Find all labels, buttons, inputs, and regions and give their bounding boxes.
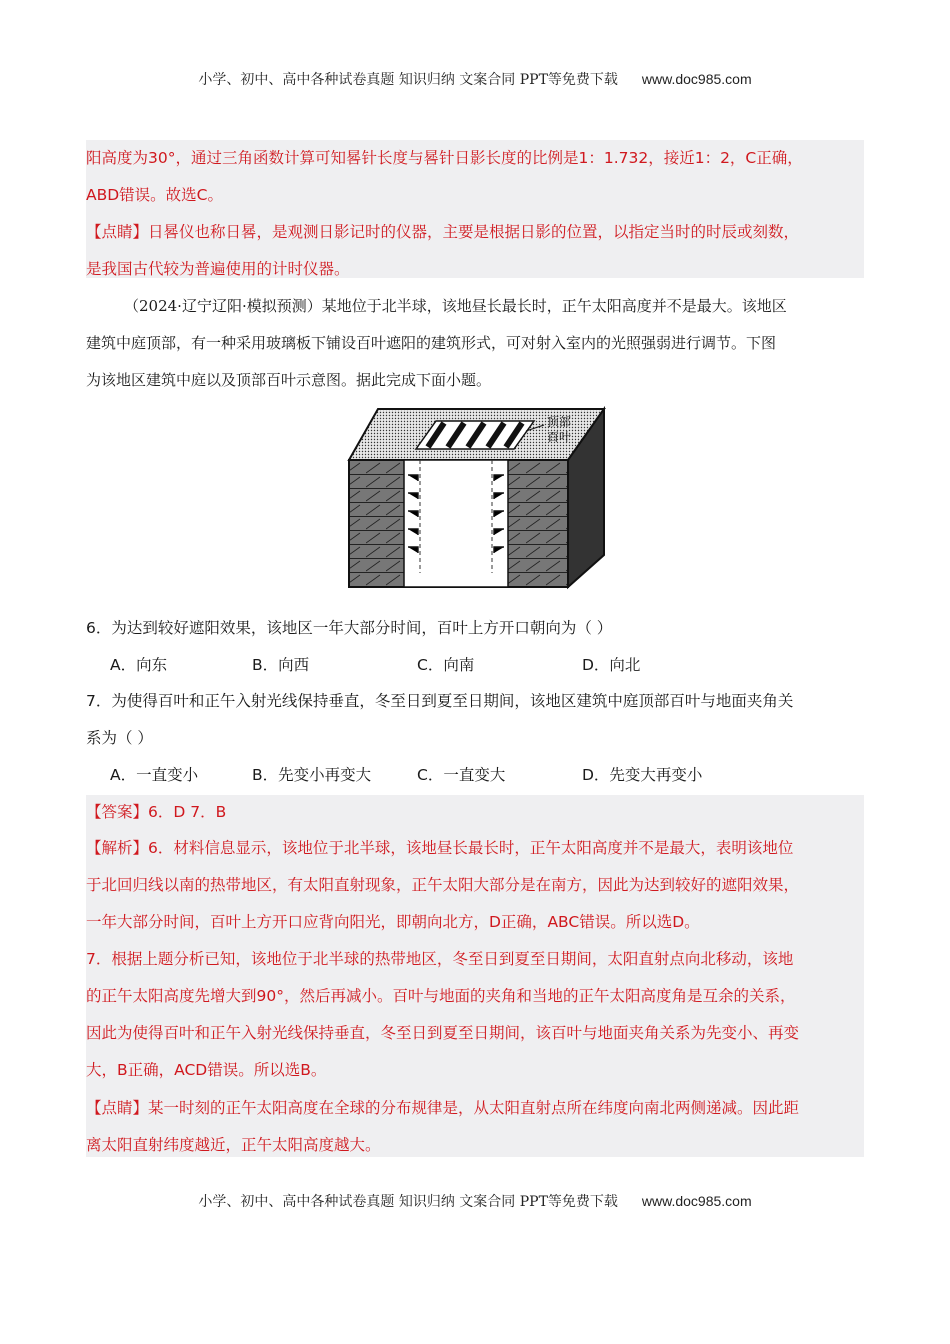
tip-line-1: 【点睛】某一时刻的正午太阳高度在全球的分布规律是，从太阳直射点所在纬度向南北两侧递减。因此距 <box>86 1099 800 1117</box>
louver-label-2: 百叶 <box>547 430 572 444</box>
q6-option-d[interactable]: D．向北 <box>582 656 641 674</box>
analysis-6-line-3: 一年大部分时间，百叶上方开口应背向阳光，即朝向北方，D正确，ABC错误。所以选D。 <box>86 913 700 931</box>
prev-answer-line-2: ABD错误。故选C。 <box>86 186 223 204</box>
header-site-link[interactable]: www.doc985.com <box>641 71 752 87</box>
page-header <box>0 69 950 89</box>
footer-site-link[interactable]: www.doc985.com <box>641 1193 752 1209</box>
stem-line-1: （2024·辽宁辽阳·模拟预测）某地位于北半球，该地昼长最长时，正午太阳高度并不是最大。该地区 <box>124 297 787 315</box>
q7-option-d[interactable]: D．先变大再变小 <box>582 766 703 784</box>
header-text: 小学、初中、高中各种试卷真题 知识归纳 文案合同 PPT等免费下载 <box>198 72 618 88</box>
question-7-line-1: 7．为使得百叶和正午入射光线保持垂直，冬至日到夏至日期间，该地区建筑中庭顶部百叶与地面夹角关 <box>86 692 794 710</box>
prev-tip-line-1: 【点睛】日晷仪也称日晷，是观测日影记时的仪器，主要是根据日影的位置，以指定当时的时辰或刻数， <box>86 223 800 241</box>
analysis-6-line-2: 于北回归线以南的热带地区，有太阳直射现象，正午太阳大部分是在南方，因此为达到较好的遮阳效果， <box>86 876 800 894</box>
analysis-6-line-1: 【解析】6．材料信息显示，该地位于北半球，该地昼长最长时，正午太阳高度并不是最大，表明该地位 <box>86 839 794 857</box>
question-6: 6．为达到较好遮阳效果，该地区一年大部分时间，百叶上方开口朝向为（ ） <box>86 619 613 637</box>
analysis-7-line-3: 因此为使得百叶和正午入射光线保持垂直，冬至日到夏至日期间，该百叶与地面夹角关系为先变小、再变 <box>86 1024 800 1042</box>
answer-key: 【答案】6．D 7．B <box>86 803 227 821</box>
q6-option-a[interactable]: A．向东 <box>110 656 168 674</box>
analysis-7-line-2: 的正午太阳高度先增大到90°，然后再减小。百叶与地面的夹角和当地的正午太阳高度角是互余的关系， <box>86 987 796 1005</box>
atrium-diagram <box>346 405 606 591</box>
q7-option-a[interactable]: A．一直变小 <box>110 766 199 784</box>
page-footer <box>0 1191 950 1211</box>
analysis-7-line-4: 大，B正确，ACD错误。所以选B。 <box>86 1061 327 1079</box>
q6-option-b[interactable]: B．向西 <box>252 656 310 674</box>
q7-option-b[interactable]: B．先变小再变大 <box>252 766 372 784</box>
prev-answer-line-1: 阳高度为30°，通过三角函数计算可知晷针长度与晷针日影长度的比例是1：1.732，接近1：2，C正确， <box>86 149 803 167</box>
footer-text: 小学、初中、高中各种试卷真题 知识归纳 文案合同 PPT等免费下载 <box>198 1194 618 1210</box>
tip-line-2: 离太阳直射纬度越近，正午太阳高度越大。 <box>86 1136 381 1154</box>
analysis-7-line-1: 7．根据上题分析已知，该地位于北半球的热带地区，冬至日到夏至日期间，太阳直射点向北移动，该地 <box>86 950 794 968</box>
q6-option-c[interactable]: C．向南 <box>417 656 475 674</box>
question-7-line-2: 系为（ ） <box>86 729 153 747</box>
prev-tip-line-2: 是我国古代较为普遍使用的计时仪器。 <box>86 260 350 278</box>
stem-line-3: 为该地区建筑中庭以及顶部百叶示意图。据此完成下面小题。 <box>86 371 492 389</box>
louver-label-1: 顶部 <box>547 415 572 429</box>
stem-line-2: 建筑中庭顶部，有一种采用玻璃板下铺设百叶遮阳的建筑形式，可对射入室内的光照强弱进行调节。下图 <box>86 334 777 352</box>
q7-option-c[interactable]: C．一直变大 <box>417 766 506 784</box>
